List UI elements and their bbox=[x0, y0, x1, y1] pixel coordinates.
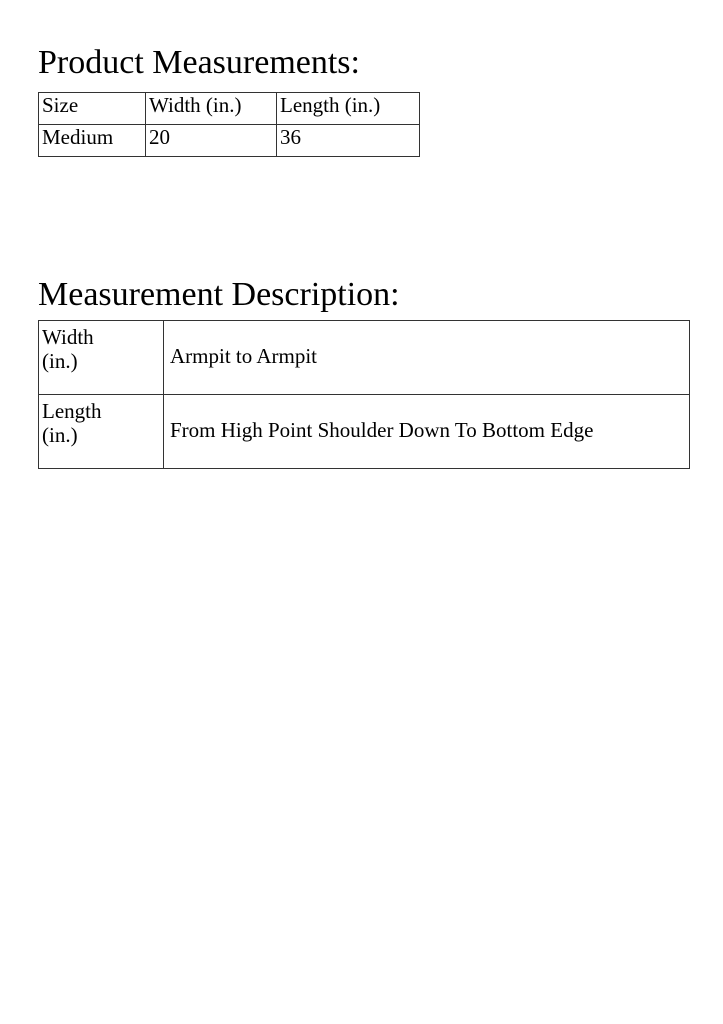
table-row bbox=[39, 395, 690, 469]
cell-size: Medium bbox=[39, 125, 146, 157]
cell-length: 36 bbox=[277, 125, 420, 157]
column-header-length: Length (in.) bbox=[277, 93, 420, 125]
cell-width: 20 bbox=[146, 125, 277, 157]
cell-description-length: From High Point Shoulder Down To Bottom Edge bbox=[164, 395, 690, 469]
table-row bbox=[39, 125, 420, 157]
label-width-line2: (in.) bbox=[42, 348, 78, 373]
cell-label-width bbox=[39, 321, 164, 395]
measurement-description-heading: Measurement Description: bbox=[38, 276, 400, 313]
cell-description-width: Armpit to Armpit bbox=[164, 321, 690, 395]
column-header-size: Size bbox=[39, 93, 146, 125]
cell-label-length bbox=[39, 395, 164, 469]
label-width-line1: Width bbox=[42, 325, 94, 349]
label-length-line2: (in.) bbox=[42, 422, 78, 447]
table-row bbox=[39, 321, 690, 395]
label-length-line1: Length bbox=[42, 399, 102, 423]
column-header-width: Width (in.) bbox=[146, 93, 277, 125]
product-measurements-heading: Product Measurements: bbox=[38, 44, 360, 81]
table-header-row bbox=[39, 93, 420, 125]
measurement-description-table bbox=[38, 320, 690, 469]
product-measurements-table bbox=[38, 92, 420, 157]
